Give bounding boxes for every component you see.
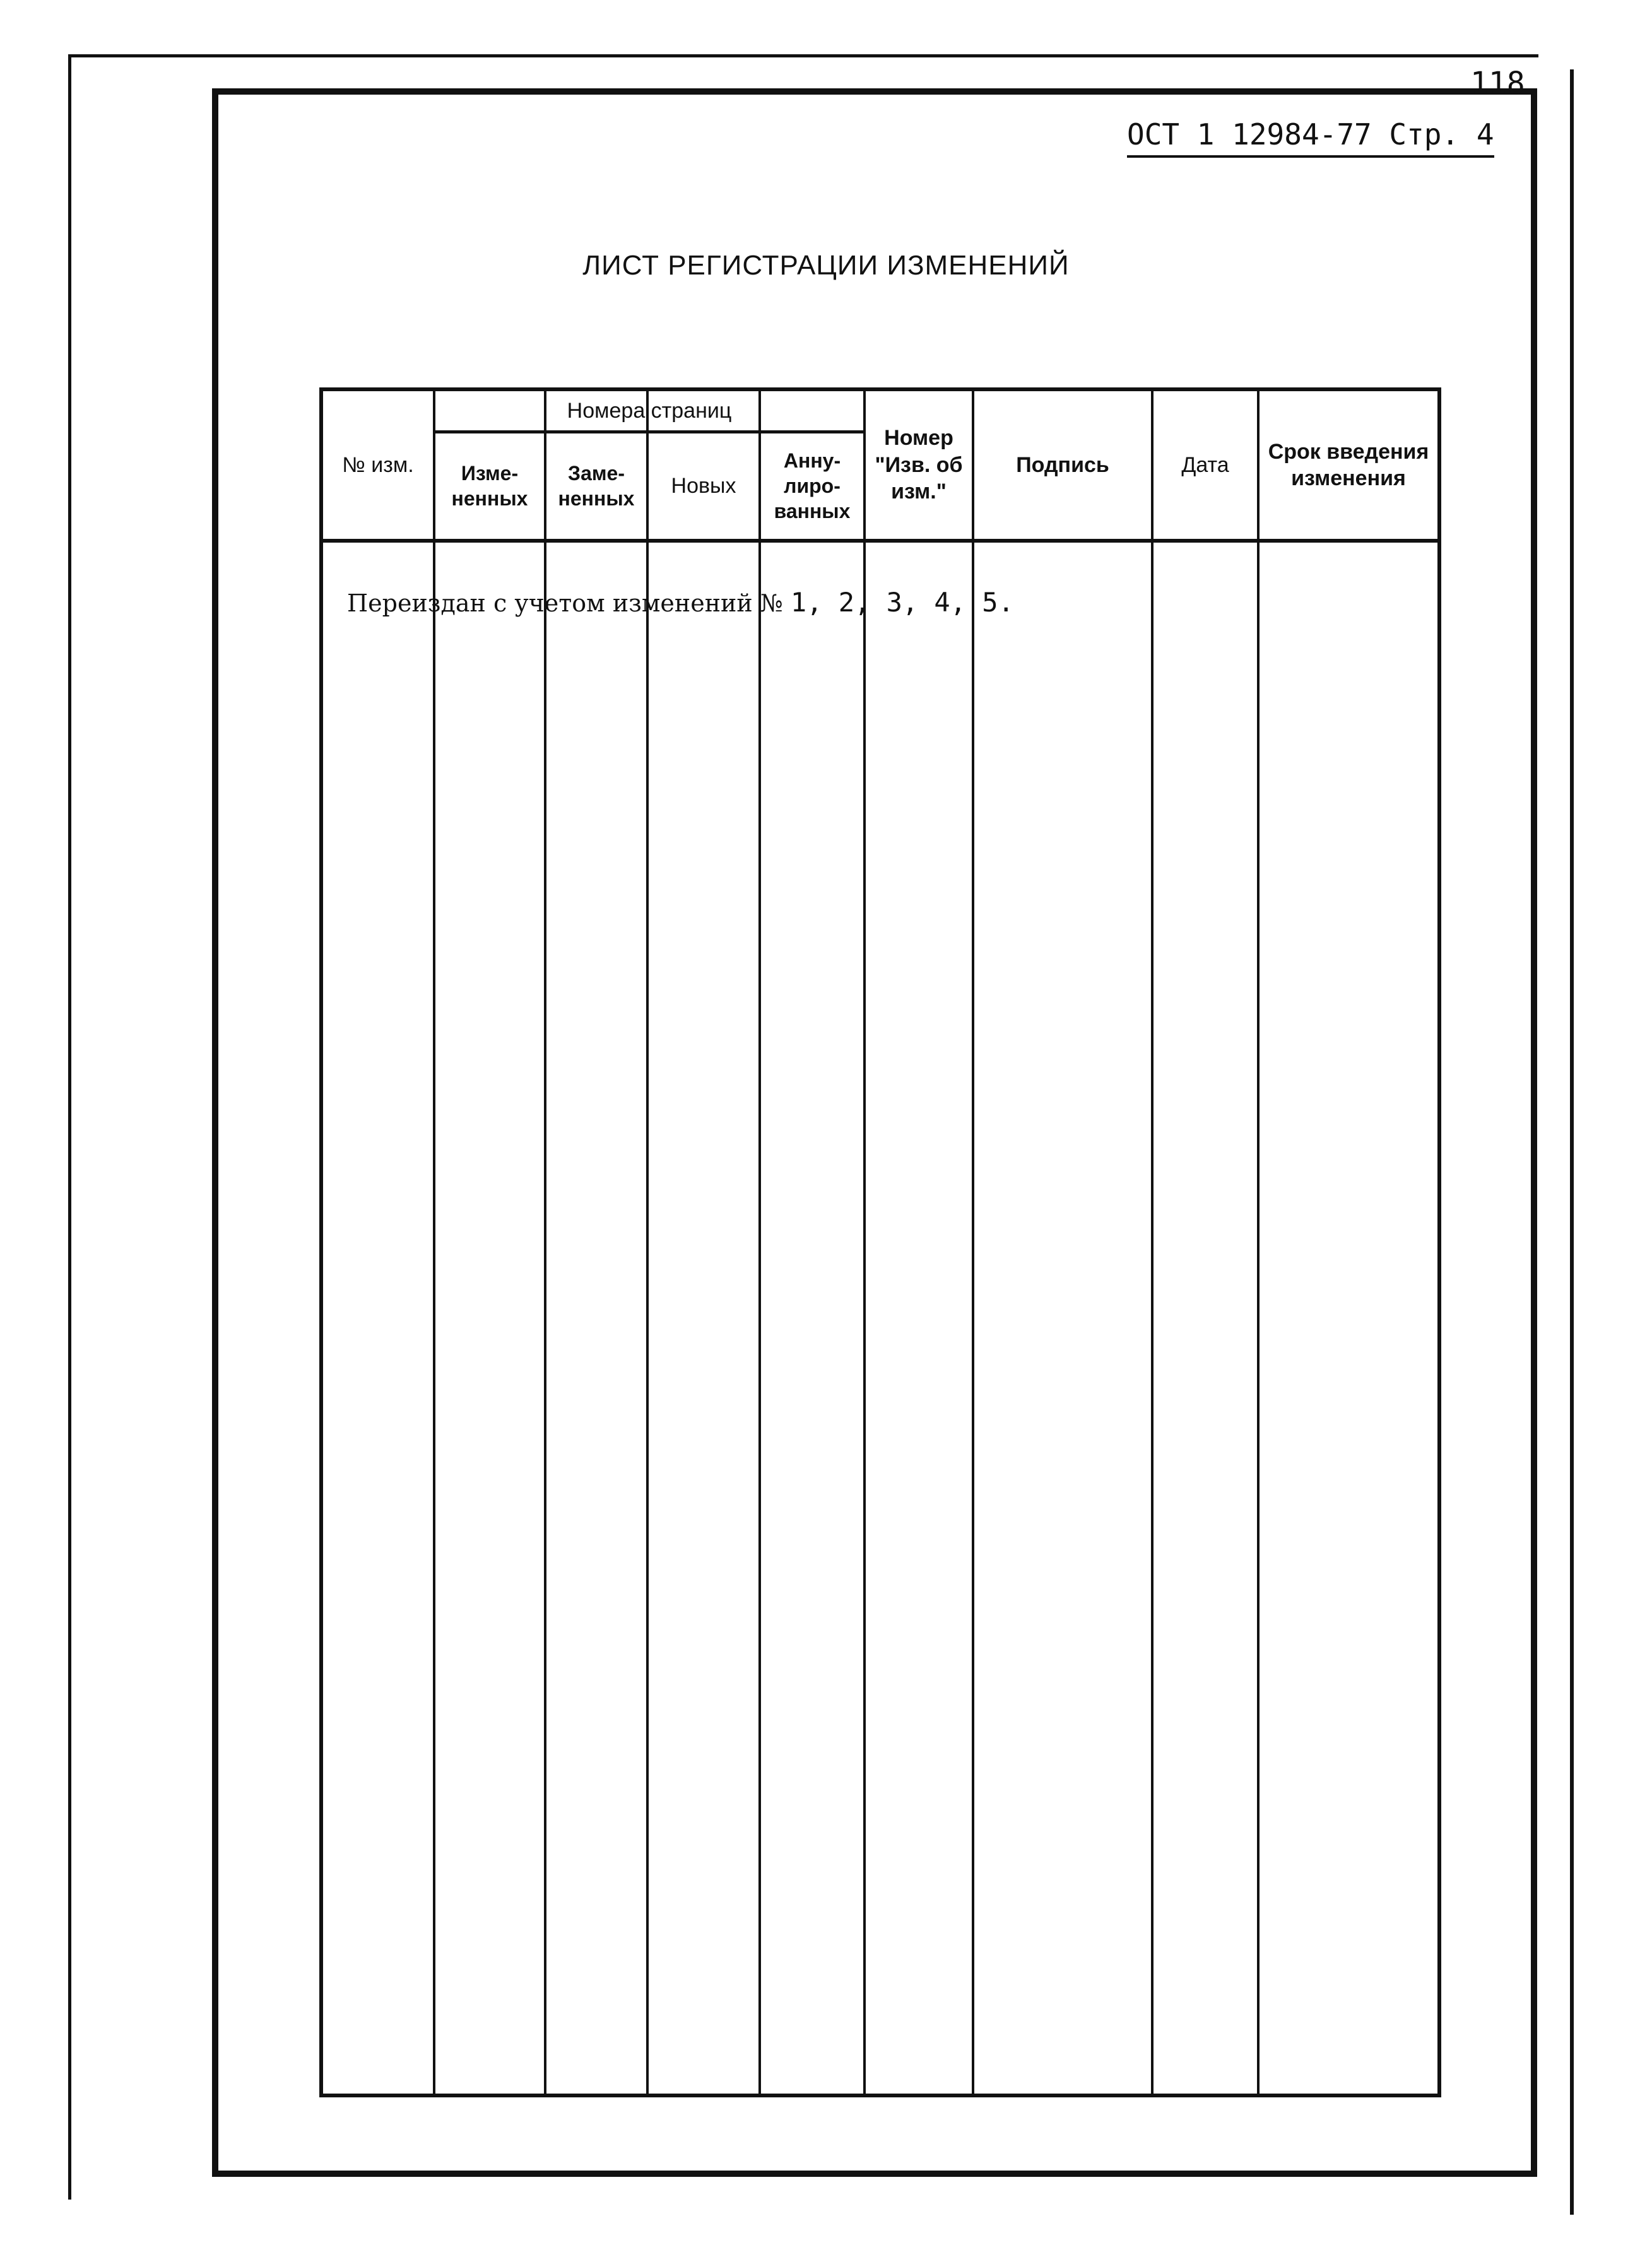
- document-title: ЛИСТ РЕГИСТРАЦИИ ИЗМЕНЕНИЙ: [582, 250, 1070, 281]
- page-number: 118: [1470, 66, 1525, 101]
- col-divider: [863, 387, 866, 2097]
- col-divider: [646, 387, 649, 2097]
- header-new: Новых: [671, 473, 736, 498]
- outer-frame-top: [68, 54, 1538, 57]
- reissue-note: [347, 587, 1014, 618]
- reissue-note-numbers: 1, 2, 3, 4, 5.: [790, 587, 1014, 618]
- change-registration-table: [319, 387, 1441, 2097]
- col-divider: [433, 387, 435, 2097]
- col-divider: [544, 387, 546, 2097]
- col-divider: [758, 387, 761, 2097]
- reissue-note-text: Переиздан с учетом изменений №: [347, 589, 783, 617]
- header-deadline: Срок введения изменения: [1268, 439, 1429, 490]
- header-replaced: Заме- ненных: [558, 462, 635, 510]
- header-page-numbers: Номера страниц: [567, 398, 732, 423]
- outer-frame-right: [1570, 69, 1574, 2215]
- header-change-number: № изм.: [342, 452, 414, 477]
- header-date: Дата: [1181, 452, 1229, 477]
- col-divider: [1257, 387, 1260, 2097]
- standard-code: ОСТ 1 12984-77 Стр. 4: [1127, 117, 1494, 158]
- table-border: [319, 387, 1441, 2097]
- header-bottom-line: [319, 539, 1441, 543]
- header-signature: Подпись: [1016, 452, 1109, 477]
- header-annulled: Анну- лиро- ванных: [774, 449, 851, 522]
- col-divider: [972, 387, 974, 2097]
- header-changed: Изме- ненных: [451, 462, 528, 510]
- header-notice-number: Номер "Изв. об изм.": [875, 426, 963, 504]
- outer-frame-left: [68, 54, 71, 2200]
- col-divider: [1151, 387, 1153, 2097]
